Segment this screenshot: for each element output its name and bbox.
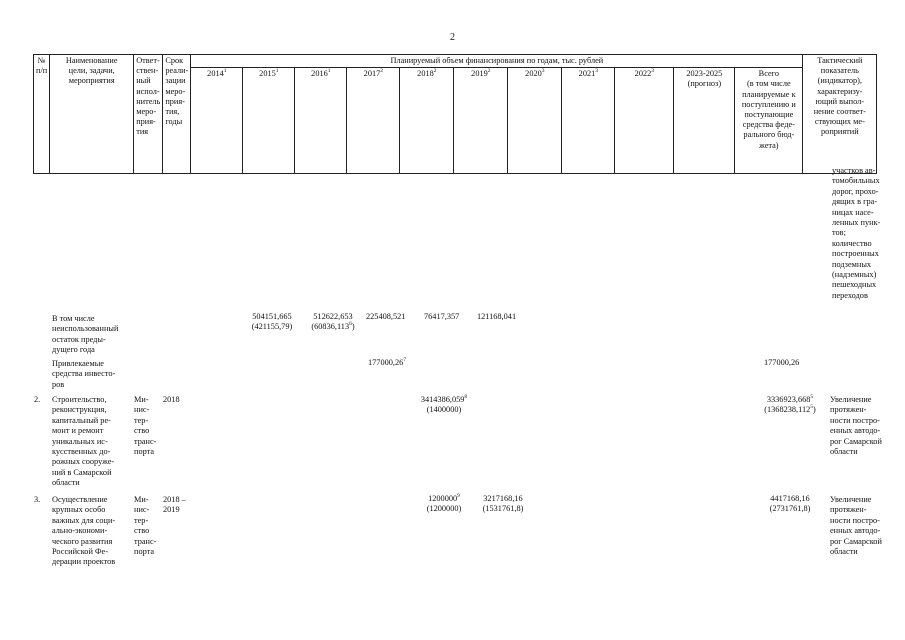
- unused-balance-2016: 512622,653 (60836,113$^6$): [311, 312, 355, 332]
- header-responsible: Ответ- ствен- ный испол- нитель меро- прия- тия: [134, 55, 163, 174]
- item2-responsible: Ми- нис- тер- ство транс- порта: [134, 395, 157, 457]
- item2-name: Строительство, реконструкция, капитальный ре- монт и ремонт уникальных ис- кусственных до- рожных сооруже- ний в Самарской области: [52, 395, 115, 488]
- investors-total: 177000,26: [764, 358, 800, 367]
- item2-2018: 3414386,059$^8$ (1400000): [420, 394, 468, 415]
- unused-balance-2019: 121168,041: [477, 312, 517, 321]
- unused-balance-name: В том числе неиспользованный остаток преды- дущего года: [52, 314, 119, 355]
- header-year-2014: 2014$^1$: [191, 68, 243, 174]
- page-number: 2: [450, 32, 455, 43]
- item3-responsible: Ми- нис- тер- ство транс- порта: [134, 495, 157, 557]
- header-indicator: Тактический показатель (индикатор), характеризу- ющий выпол- нение соответ- ствующих ме- роприятий: [803, 55, 877, 174]
- item3-2018: 1200000$^9$ (1200000): [426, 493, 462, 514]
- header-year-2020: 2020$^3$: [508, 68, 562, 174]
- item3-total: 4417168,16 (2731761,8): [769, 494, 811, 514]
- item3-2019: 3217168,16 (1531761,8): [482, 494, 524, 514]
- header-year-2016: 2016$^1$: [295, 68, 347, 174]
- item2-total: 3336923,668$^5$ (1368238,112$^5$): [764, 394, 816, 415]
- header-year-2021: 2021$^3$: [562, 68, 615, 174]
- item3-indicator: Увеличение протяжен- ности постро- енных автодо- рог Самарской области: [830, 495, 882, 557]
- header-name: Наименование цели, задачи, мероприятия: [50, 55, 134, 174]
- unused-balance-2015: 504151,665 (421155,79): [251, 312, 293, 332]
- unused-balance-2018: 76417,357: [424, 312, 460, 321]
- item2-no: 2.: [34, 395, 41, 404]
- header-year-2017: 2017$^2$: [347, 68, 400, 174]
- item3-no: 3.: [34, 495, 41, 504]
- header-total: Всего (в том числе планируемые к поступлению и поступающие средства феде- рального бюд- жета): [735, 68, 803, 174]
- item2-term: 2018: [163, 395, 180, 404]
- investors-name: Привлекаемые средства инвесто- ров: [52, 359, 116, 389]
- item3-term: 2018 – 2019: [163, 495, 186, 515]
- unused-balance-2017: 225408,521: [366, 312, 406, 321]
- header-no: № п/п: [34, 55, 50, 174]
- header-year-2015: 2015$^1$: [243, 68, 295, 174]
- header-term: Срок реали- зации меро- прия- тия, годы: [163, 55, 191, 174]
- item2-indicator: Увеличение протяжен- ности постро- енных автодо- рог Самарской области: [830, 395, 882, 457]
- header-year-2018: 2018$^2$: [400, 68, 454, 174]
- header-year-2022: 2022$^3$: [615, 68, 674, 174]
- header-year-2023-2025: 2023-2025 (прогноз): [674, 68, 735, 174]
- header-year-2019: 2019$^2$: [454, 68, 508, 174]
- header-funding-title: Планируемый объем финансирования по годам, тыс. рублей: [191, 55, 803, 68]
- item3-name: Осуществление крупных особо важных для соци- ально-экономи- ческого развития Российской Фе- дерации проектов: [52, 495, 116, 567]
- continued-indicator: участков ав- томобильных дорог, прохо- дящих в гра- ницах насе- ленных пунк- тов; количество построенных подземных (надземных) пешеходных переходов: [832, 166, 881, 300]
- investors-2017: 177000,26$^7$: [368, 357, 407, 367]
